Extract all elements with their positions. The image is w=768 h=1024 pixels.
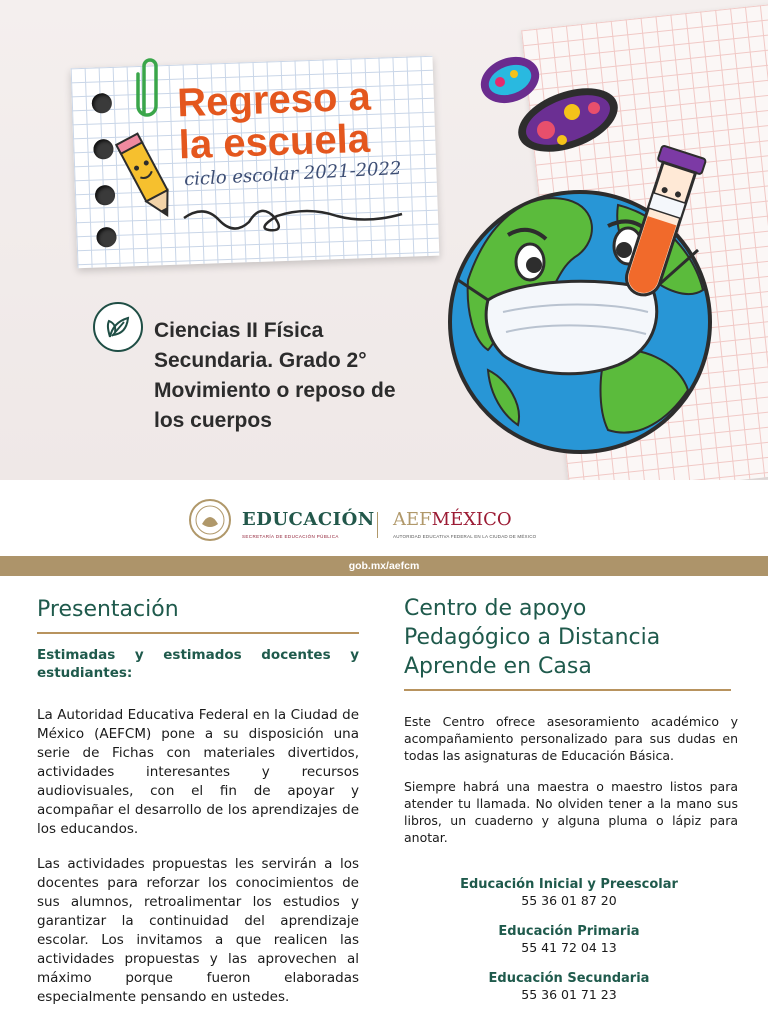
contact-phone[interactable]: 55 41 72 04 13: [521, 940, 617, 955]
contact-phone[interactable]: 55 36 01 87 20: [521, 893, 617, 908]
logo-divider: [377, 512, 378, 538]
centro-heading: Centro de apoyo Pedagógico a Distancia Aprende en Casa: [404, 596, 661, 679]
subject-line: Ciencias II Física: [154, 319, 324, 342]
presentacion-paragraph-2: Las actividades propuestas les servirán a los docentes para reforzar los conocimientos de sus alumnos, retroalimentar los estudios y garantizar la continuidad del aprendizaje escolar. Los invitamos a que realicen las actividades propuestas y las aprovechen al máximo porque fueron elaboradas especialmente pensando en ustedes.: [37, 856, 359, 1005]
contact-item: [404, 923, 734, 956]
educacion-logo-text: EDUCACIÓN: [242, 509, 375, 530]
centro-paragraph-1: Este Centro ofrece asesoramiento académico y acompañamiento personalizado para sus dudas en todas las asignaturas de Educación Básica.: [404, 714, 738, 763]
website-strip: [0, 556, 768, 576]
pencil-scribble: [180, 200, 410, 240]
globe-illustration: [448, 50, 748, 470]
aefcm-logo-text: AEFMÉXICO: [393, 509, 512, 530]
contact-title: Educación Inicial y Preescolar: [460, 877, 678, 892]
contact-item: [404, 876, 734, 909]
section-rule: [37, 632, 359, 634]
contact-phone[interactable]: 55 36 01 71 23: [521, 987, 617, 1002]
greeting: Estimadas y estimados docentes y estudiantes:: [37, 647, 359, 681]
website-link[interactable]: gob.mx/aefcm: [348, 560, 420, 572]
hero-title: Regreso a la escuela: [176, 74, 372, 168]
subject-line: los cuerpos: [154, 409, 272, 432]
contact-list: [404, 876, 734, 1003]
contact-title: Educación Secundaria: [488, 971, 650, 986]
section-rule: [404, 689, 731, 691]
binder-hole: [92, 93, 113, 114]
presentacion-heading: Presentación: [37, 597, 179, 622]
paperclip-icon: [136, 54, 162, 124]
presentacion-section: [37, 596, 359, 1007]
leaf-icon: [93, 302, 143, 352]
mexico-seal-icon: [188, 498, 232, 542]
presentacion-paragraph-1: La Autoridad Educativa Federal en la Ciudad de México (AEFCM) pone a su disposición una serie de Fichas con materiales divertidos, actividades interesantes y recursos audiovisuales, con el fin de apoyar y acompañar el desarrollo de los aprendizajes de los educandos.: [37, 707, 359, 837]
centro-section: [404, 594, 738, 1017]
binder-hole: [93, 139, 114, 160]
hero-banner: [0, 0, 768, 480]
centro-paragraph-2: Siempre habrá una maestra o maestro listos para atender tu llamada. No olviden tener a la mano sus libros, un cuaderno y alguna pluma o lápiz para anotar.: [404, 779, 738, 845]
subject-title: [154, 316, 454, 436]
logo-bar: [0, 484, 768, 556]
subject-line: Secundaria. Grado 2°: [154, 349, 367, 372]
contact-title: Educación Primaria: [498, 924, 640, 939]
bacteria-icon: [474, 50, 626, 164]
pencil-icon: [112, 130, 182, 225]
subject-line: Movimiento o reposo de: [154, 379, 396, 402]
contact-item: [404, 970, 734, 1003]
aefcm-tagline: AUTORIDAD EDUCATIVA FEDERAL EN LA CIUDAD DE MÉXICO: [393, 534, 537, 539]
educacion-tagline: SECRETARÍA DE EDUCACIÓN PÚBLICA: [242, 534, 339, 539]
hero-subtitle: ciclo escolar 2021-2022: [183, 157, 402, 191]
binder-hole: [96, 227, 117, 248]
